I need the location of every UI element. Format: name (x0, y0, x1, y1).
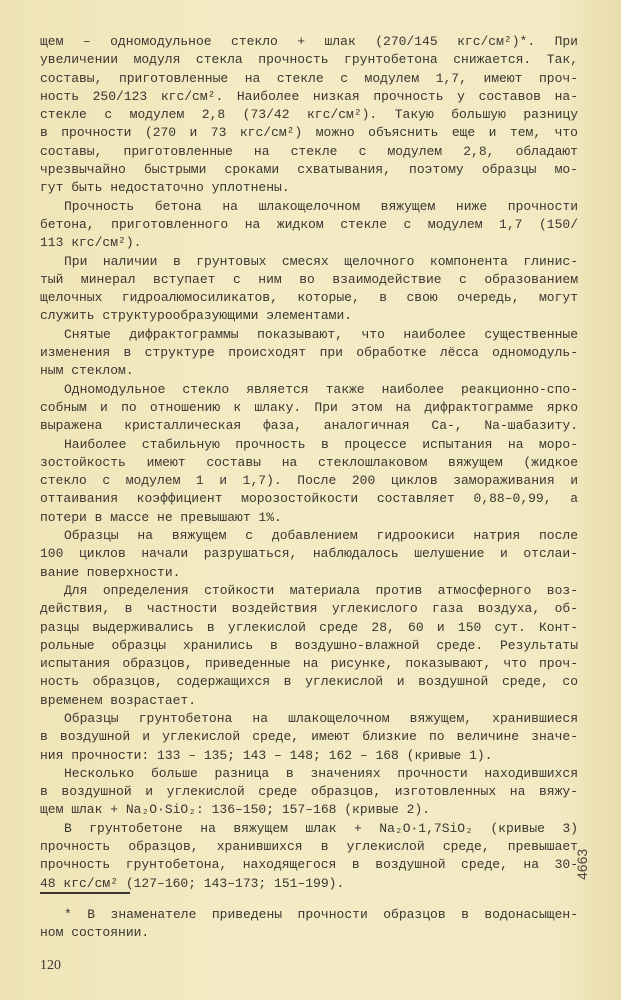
text-line: Наиболее стабильную прочность в процессе испытания на моро- (64, 436, 578, 452)
text-line: Одномодульное стекло является также наиболее реакционно-спо- (64, 381, 578, 397)
paragraph (40, 436, 578, 527)
text-line: ность 250/123 кгс/см². Наиболее низкая прочность у составов на- (40, 88, 578, 104)
text-line: тый минерал вступает с ним во взаимодействие с образованием (40, 271, 578, 287)
text-line: Для определения стойкости материала против атмосферного воз- (64, 582, 578, 598)
text-line: составы, приготовленные на стекле с модулем 1,7, имеют проч- (40, 70, 578, 86)
footnote (40, 906, 578, 943)
paragraph (40, 765, 578, 820)
text-line: ным стеклом. (40, 363, 134, 379)
text-line: рольные образцы хранились в воздушно-влажной среде. Результаты (40, 637, 578, 653)
text-line: При наличии в грунтовых смесях щелочного компонента глинис- (64, 253, 578, 269)
paragraph (40, 253, 578, 326)
paragraph (40, 820, 578, 893)
text-line: Несколько больше разница в значениях прочности находившихся (64, 765, 578, 781)
text-line: составы, приготовленные на стекле с модулем 2,8, обладают (40, 143, 578, 159)
footnote-line: ном состоянии. (40, 925, 150, 941)
text-line: вание поверхности. (40, 564, 181, 580)
text-line: 100 циклов начали разрушаться, наблюдалось шелушение и отслаи- (40, 546, 578, 562)
text-line: собным и по отношению к шлаку. При этом на дифрактограмме ярко (40, 399, 578, 415)
text-line: ния прочности: 133 – 135; 143 – 148; 162 – 168 (кривые 1). (40, 747, 493, 763)
body-text (40, 33, 578, 893)
paragraph (40, 381, 578, 436)
footnote-line: * В знаменателе приведены прочности образцов в водонасыщен- (64, 907, 578, 922)
text-line: щем шлак + Na₂O·SiO₂: 136–150; 157–168 (кривые 2). (40, 802, 431, 818)
text-line: зостойкость имеют составы на стеклошлаковом вяжущем (жидкое (40, 454, 578, 470)
paragraph (40, 710, 578, 765)
text-line: гут быть недостаточно уплотнены. (40, 180, 290, 196)
text-line: стекле с модулем 2,8 (73/42 кгс/см²). Такую большую разницу (40, 107, 578, 123)
text-line: 113 кгс/см²). (40, 235, 142, 251)
paragraph (40, 198, 578, 253)
text-line: разцы выдерживались в углекислой среде 28, 60 и 150 сут. Конт- (40, 619, 578, 635)
text-line: прочность грунтобетона, находящегося в воздушной среде, на 30- (40, 857, 578, 873)
text-line: стекло с модулем 1 и 1,7). После 200 циклов замораживания и (40, 473, 578, 489)
page-number: 120 (40, 958, 61, 973)
text-line: Образцы грунтобетона на шлакощелочном вяжущем, хранившиеся (64, 710, 578, 726)
text-line: прочность образцов, хранившихся в углекислой среде, превышает (40, 839, 578, 855)
text-line: в воздушной и углекислой среде, имеют близкие по величине значе- (40, 729, 578, 745)
text-line: временем возрастает. (40, 692, 197, 708)
text-line: потери в массе не превышают 1%. (40, 509, 282, 525)
text-line: в прочности (270 и 73 кгс/см²) можно объяснить еще и тем, что (40, 125, 578, 141)
text-line: чрезвычайно быстрыми сроками схватывания, поэтому образцы мо- (40, 162, 578, 178)
side-stamp-number: 4663 (574, 848, 590, 880)
footnote-divider (40, 892, 130, 894)
paragraph (40, 33, 578, 198)
text-line: Прочность бетона на шлакощелочном вяжущем ниже прочности (64, 198, 578, 214)
text-line: выражена кристаллическая фаза, аналогичная Ca-, Na-шабазиту. (40, 418, 578, 434)
text-line: щелочных гидроалюмосиликатов, которые, в свою очередь, могут (40, 290, 578, 306)
text-line: изменения в структуре происходят при обработке лёсса одномодуль- (40, 345, 578, 361)
text-line: бетона, приготовленного на жидком стекле с модулем 1,7 (150/ (40, 216, 578, 232)
paragraph (40, 582, 578, 710)
text-line: щем – одномодульное стекло + шлак (270/145 кгс/см²)*. При (40, 34, 578, 49)
text-line: служить структурообразующими элементами. (40, 308, 353, 324)
text-line: В грунтобетоне на вяжущем шлак + Na₂O·1,7SiO₂ (кривые 3) (64, 820, 578, 836)
text-line: Образцы на вяжущем с добавлением гидроокиси натрия после (64, 528, 578, 544)
paragraph (40, 527, 578, 582)
paragraph (40, 326, 578, 381)
text-line: оттаивания коэффициент морозостойкости составляет 0,88–0,99, а (40, 491, 578, 507)
text-line: в воздушной и углекислой среде образцов, изготовленных на вяжу- (40, 784, 578, 800)
text-line: Снятые дифрактограммы показывают, что наиболее существенные (64, 326, 578, 342)
text-line: увеличении модуля стекла прочность грунтобетона снижается. Так, (40, 52, 578, 68)
text-line: действия, в частности воздействия углекислого газа воздуха, об- (40, 601, 578, 617)
text-line: 48 кгс/см² (127–160; 143–173; 151–199). (40, 875, 345, 891)
text-line: ность образцов, содержащихся в углекислой и воздушной среде, со (40, 674, 578, 690)
text-line: испытания образцов, приведенные на рисунке, показывают, что проч- (40, 656, 578, 672)
